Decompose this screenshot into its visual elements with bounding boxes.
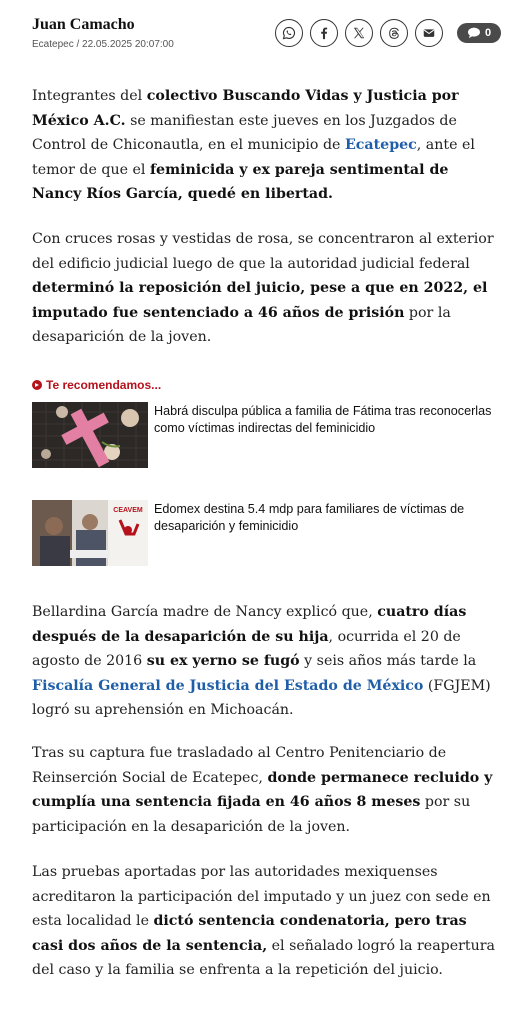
pink-cross-photo (32, 402, 148, 468)
recommended-thumbnail-meeting[interactable] (32, 500, 148, 566)
facebook-icon (317, 26, 331, 40)
article-paragraph (32, 860, 502, 983)
share-facebook-button[interactable] (310, 19, 338, 47)
recommended-item-title[interactable]: Habrá disculpa pública a familia de Fátima tras reconocerlas como víctimas indirectas del feminicidio (154, 404, 492, 435)
meeting-photo (32, 500, 148, 566)
share-email-button[interactable] (415, 19, 443, 47)
paragraph-bold-text: determinó la reposición del juicio, pese a que en 2022, el imputado fue sentenciado a 46 años de prisión (32, 280, 488, 321)
whatsapp-icon (282, 26, 296, 40)
paragraph-bold-text: donde permanece recluido y cumplía una sentencia fijada en 46 años 8 meses (32, 769, 493, 810)
ecatepec-link[interactable]: Ecatepec (344, 137, 417, 153)
share-toolbar (275, 17, 501, 49)
comment-bubble-icon (467, 27, 481, 39)
recommended-heading-label: Te recomendamos... (46, 378, 162, 392)
paragraph-text: el señalado logró la reapertura del caso y la familia se enfrenta a la repetición del juicio. (32, 937, 495, 978)
recommended-thumbnail-pink-cross[interactable] (32, 402, 148, 468)
article-paragraph (32, 84, 502, 207)
paragraph-text: y seis años más tarde la (299, 653, 477, 669)
recommended-heading (32, 378, 161, 392)
article-paragraph (32, 227, 502, 350)
paragraph-bold-text: colectivo Buscando Vidas y Justicia por México A.C. (32, 88, 459, 129)
paragraph-text: se manifiestan este jueves en los Juzgados de Control de Chiconautla, en el municipio de (32, 112, 457, 153)
article-dateline: Ecatepec / 22.05.2025 20:07:00 (32, 39, 174, 50)
paragraph-bold-text: dictó sentencia condenatoria, pero tras casi dos años de la sentencia, (32, 913, 467, 954)
comment-count: 0 (484, 27, 492, 39)
author-name[interactable]: Juan Camacho (32, 16, 135, 33)
article-paragraph (32, 600, 502, 723)
share-threads-button[interactable] (380, 19, 408, 47)
paragraph-text: por su participación en la desaparición de la joven. (32, 794, 471, 835)
paragraph-text: por la desaparición de la joven. (32, 304, 451, 345)
ceavem-logo-text: CEAVEM (113, 507, 143, 514)
paragraph-text: Las pruebas aportadas por las autoridades mexiquenses acreditaron la participación del imputado y un juez con sede en esta localidad le (32, 864, 491, 929)
x-icon (352, 26, 366, 40)
fgjem-link[interactable]: Fiscalía General de Justicia del Estado de México (32, 677, 424, 694)
paragraph-text: Bellardina García madre de Nancy explicó que, (32, 604, 378, 620)
paragraph-bold-text: cuatro días después de la desaparición de su hija (32, 604, 467, 645)
email-icon (422, 26, 436, 40)
paragraph-text: Tras su captura fue trasladado al Centro Penitenciario de Reinserción Social de Ecatepec, (32, 745, 447, 786)
paragraph-text: , ante el temor de que el (32, 137, 475, 178)
paragraph-bold-text: su ex yerno se fugó (146, 653, 300, 669)
share-x-button[interactable] (345, 19, 373, 47)
paragraph-text: Integrantes del (32, 88, 147, 104)
recommended-item[interactable] (32, 500, 522, 566)
play-circle-icon (32, 380, 42, 390)
recommended-item-title[interactable]: Edomex destina 5.4 mdp para familiares de víctimas de desaparición y feminicidio (154, 502, 465, 533)
comments-button[interactable] (457, 23, 501, 43)
paragraph-bold-text: feminicida y ex pareja sentimental de Nancy Ríos García, quedé en libertad. (32, 161, 449, 202)
paragraph-text: , ocurrida el 20 de agosto de 2016 (32, 628, 461, 669)
share-whatsapp-button[interactable] (275, 19, 303, 47)
recommended-item[interactable] (32, 402, 522, 468)
article-paragraph (32, 741, 502, 839)
paragraph-text: Con cruces rosas y vestidas de rosa, se concentraron al exterior del edificio judicial luego de que la autoridad judicial federal (32, 231, 494, 272)
paragraph-text: (FGJEM) logró su aprehensión en Michoacán. (32, 677, 491, 718)
threads-icon (387, 26, 401, 40)
